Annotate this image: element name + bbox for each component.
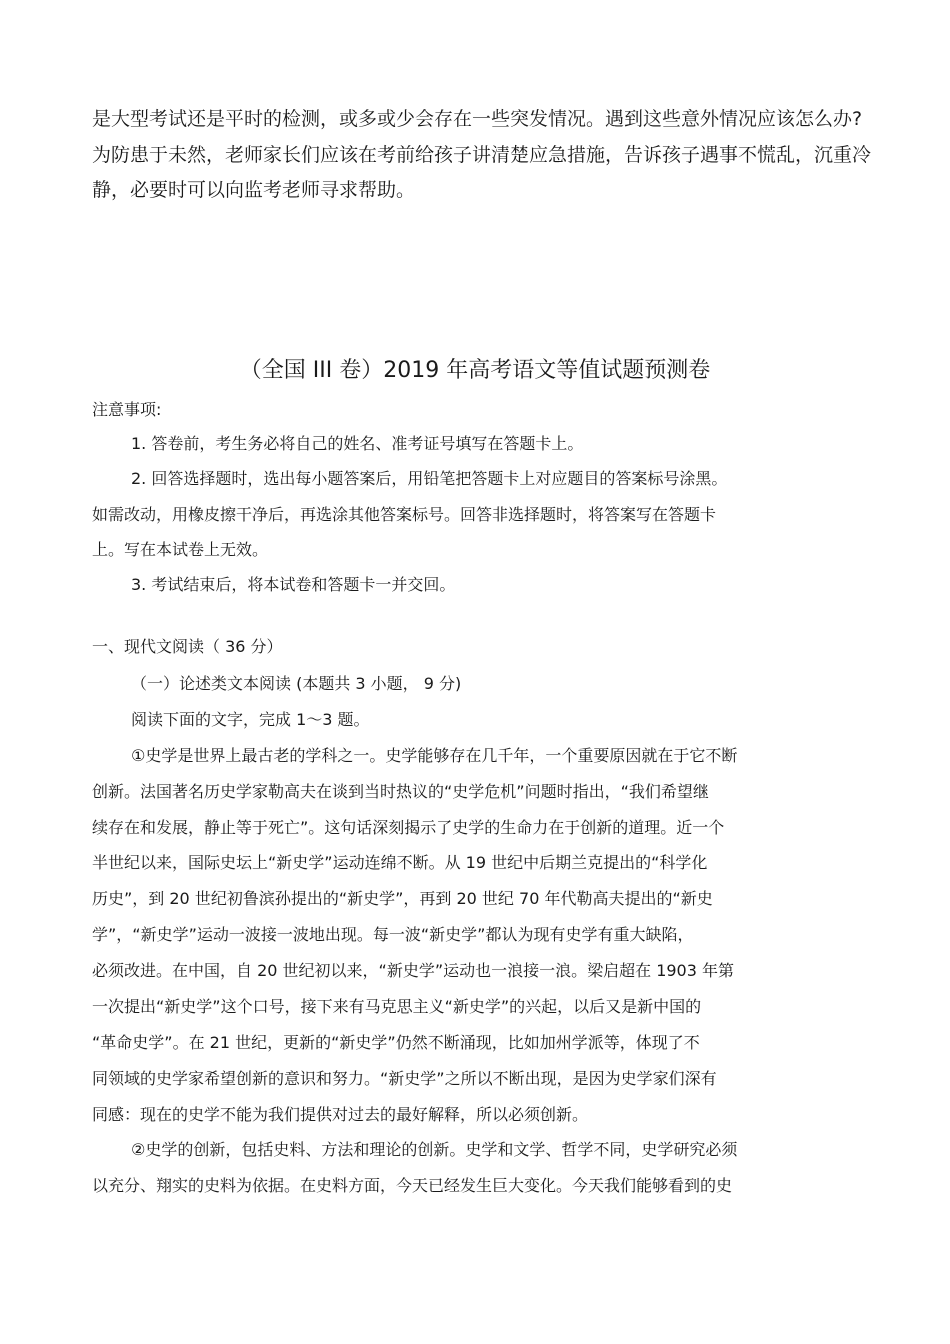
notice-item: 如需改动，用橡皮擦干净后，再选涂其他答案标号。回答非选择题时，将答案写在答题卡 <box>92 505 717 524</box>
passage-line: 同感：现在的史学不能为我们提供对过去的最好解释，所以必须创新。 <box>92 1105 589 1124</box>
subsection-heading: （一）论述类文本阅读 (本题共 3 小题， 9 分) <box>131 674 462 693</box>
passage-line: 必须改进。在中国，自 20 世纪初以来，“新史学”运动也一浪接一浪。梁启超在 1903 年第 <box>92 961 735 980</box>
passage-line: 一次提出“新史学”这个口号，接下来有马克思主义“新史学”的兴起，以后又是新中国的 <box>92 997 702 1016</box>
passage-line: 学”，“新史学”运动一波接一波地出现。每一波“新史学”都认为现有史学有重大缺陷， <box>92 925 694 944</box>
passage-line: 半世纪以来，国际史坛上“新史学”运动连绵不断。从 19 世纪中后期兰克提出的“科学化 <box>92 853 708 872</box>
reading-instruction: 阅读下面的文字，完成 1～3 题。 <box>131 710 370 729</box>
passage-line: 同领域的史学家希望创新的意识和努力。“新史学”之所以不断出现，是因为史学家们深有 <box>92 1069 717 1088</box>
notice-item: 1. 答卷前，考生务必将自己的姓名、准考证号填写在答题卡上。 <box>131 434 584 453</box>
notice-heading: 注意事项: <box>92 400 162 419</box>
notice-item: 2. 回答选择题时，选出每小题答案后，用铅笔把答题卡上对应题目的答案标号涂黑。 <box>131 469 728 488</box>
intro-line: 静，必要时可以向监考老师寻求帮助。 <box>92 179 416 201</box>
passage-line: “革命史学”。在 21 世纪，更新的“新史学”仍然不断涌现，比如加州学派等，体现了不 <box>92 1033 700 1052</box>
notice-item: 3. 考试结束后，将本试卷和答题卡一并交回。 <box>131 575 456 594</box>
notice-item: 上。写在本试卷上无效。 <box>92 540 269 559</box>
passage-line: ①史学是世界上最古老的学科之一。史学能够存在几千年，一个重要原因就在于它不断 <box>131 746 738 765</box>
exam-title: （全国 III 卷）2019 年高考语文等值试题预测卷 <box>239 358 711 383</box>
passage-line: ②史学的创新，包括史料、方法和理论的创新。史学和文学、哲学不同，史学研究必须 <box>131 1140 738 1159</box>
passage-line: 续存在和发展，静止等于死亡”。这句话深刻揭示了史学的生命力在于创新的道理。近一个 <box>92 818 725 837</box>
passage-line: 历史”，到 20 世纪初鲁滨孙提出的“新史学”，再到 20 世纪 70 年代勒高夫提出的“新史 <box>92 889 713 908</box>
passage-line: 创新。法国著名历史学家勒高夫在谈到当时热议的“史学危机”问题时指出，“我们希望继 <box>92 782 709 801</box>
intro-line: 是大型考试还是平时的检测，或多或少会存在一些突发情况。遇到这些意外情况应该怎么办? <box>92 108 863 130</box>
passage-line: 以充分、翔实的史料为依据。在史料方面，今天已经发生巨大变化。今天我们能够看到的史 <box>92 1176 733 1195</box>
intro-line: 为防患于未然，老师家长们应该在考前给孩子讲清楚应急措施，告诉孩子遇事不慌乱，沉重冷 <box>92 144 872 166</box>
section-heading: 一、现代文阅读（ 36 分） <box>92 637 283 656</box>
